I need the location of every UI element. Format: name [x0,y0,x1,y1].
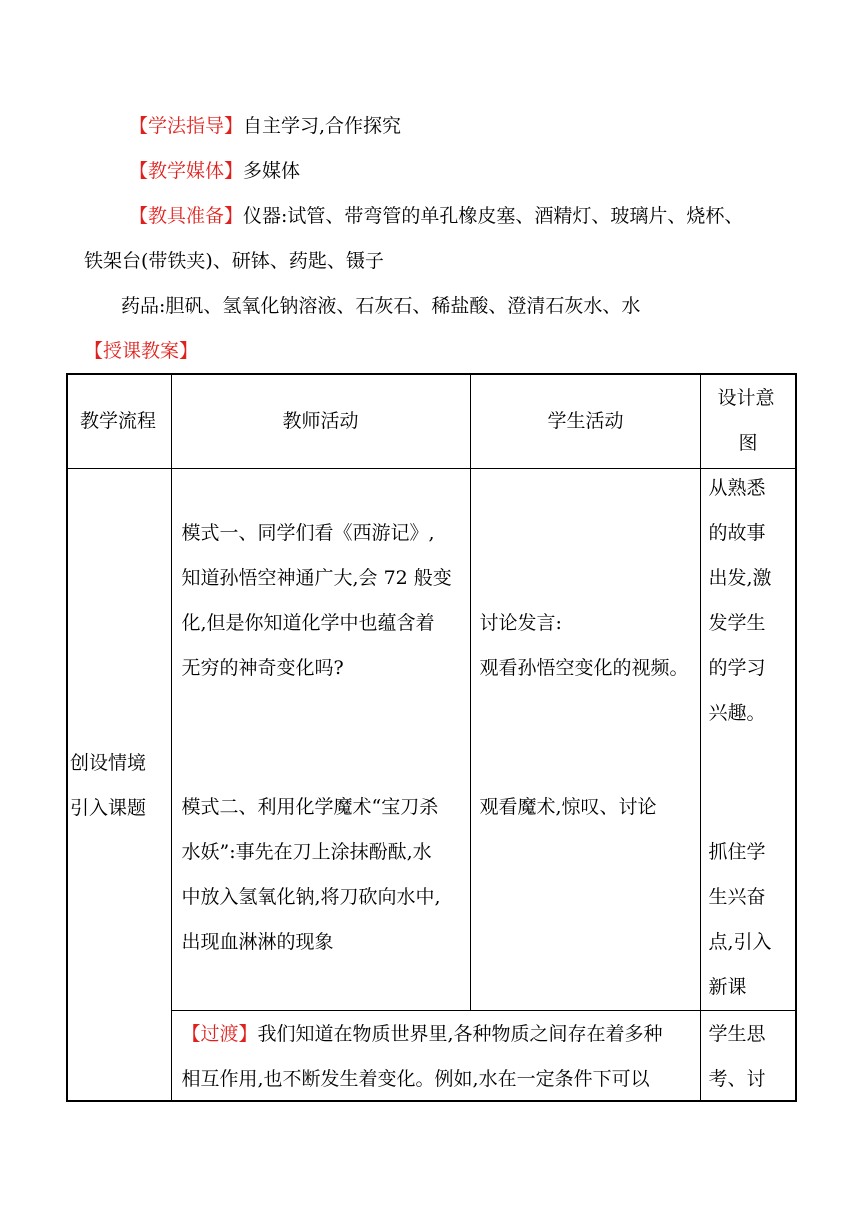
intent-line: 新课 [708,976,747,998]
media-text: 多媒体 [243,160,301,182]
intent-line: 的故事 [708,522,766,544]
header-intent-2: 图 [738,432,758,454]
student-line: 讨论发言: [479,612,562,634]
header-intent-1: 设计意 [717,387,775,409]
intent-line: 生兴奋 [708,886,766,908]
teacher-line: 无穷的神奇变化吗? [181,657,344,679]
transition-intent-cell [700,1011,796,1102]
transition-text-2: 相互作用,也不断发生着变化。例如,水在一定条件下可以 [181,1068,650,1090]
row-transition [67,1011,796,1102]
header-teacher-cell [171,374,470,469]
transition-tag: 【过渡】 [181,1023,258,1045]
media-tag: 【教学媒体】 [129,160,244,182]
student-line: 观看孙悟空变化的视频。 [479,657,689,679]
drugs-line: 药品:胆矾、氢氧化钠溶液、石灰石、稀盐酸、澄清石灰水、水 [121,295,641,317]
intent-cell [700,469,796,1011]
intent-line: 从熟悉 [708,477,766,499]
transition-cell [171,1011,700,1102]
method-line [129,114,401,138]
intent-line: 兴趣。 [708,702,766,724]
method-tag: 【学法指导】 [129,115,244,137]
lesson-plan-table [66,373,797,1102]
intent-line: 点,引入 [708,931,772,953]
header-intent-cell [700,374,796,469]
teacher-line: 中放入氢氧化钠,将刀砍向水中, [181,886,441,908]
transition-line-1 [182,1012,663,1057]
plan-tag: 【授课教案】 [84,340,199,362]
intent-line: 出发,激 [708,567,772,589]
row-situation [67,469,796,1011]
teacher-line: 模式二、利用化学魔术“宝刀杀 [181,796,439,818]
transition-text-1: 我们知道在物质世界里,各种物质之间存在着多种 [257,1023,663,1045]
header-student: 学生活动 [547,410,624,432]
transition-intent-1: 学生思 [708,1023,766,1045]
tools-text-1: 仪器:试管、带弯管的单孔橡皮塞、酒精灯、玻璃片、烧杯、 [243,205,744,227]
teacher-line: 知道孙悟空神通广大,会 72 般变 [181,567,452,589]
flow-label-2: 引入课题 [70,797,147,819]
header-teacher: 教师活动 [282,410,359,432]
header-row [67,374,796,469]
intent-line: 抓住学 [708,841,766,863]
teacher-line: 水妖”:事先在刀上涂抹酚酞,水 [181,841,432,863]
tools-line-2: 铁架台(带铁夹)、研钵、药匙、镊子 [84,250,384,272]
header-student-cell [470,374,700,469]
method-text: 自主学习,合作探究 [243,115,402,137]
transition-intent-2: 考、讨 [708,1068,766,1090]
flow-label-1: 创设情境 [70,752,147,774]
student-line: 观看魔术,惊叹、讨论 [479,796,657,818]
header-flow-cell [67,374,171,469]
tools-tag: 【教具准备】 [129,205,244,227]
header-flow: 教学流程 [80,410,157,432]
intent-line: 的学习 [708,657,766,679]
tools-line [129,204,743,228]
teacher-line: 化,但是你知道化学中也蕴含着 [181,612,435,634]
intent-line: 发学生 [708,612,766,634]
teacher-line: 模式一、同学们看《西游记》, [181,522,435,544]
teacher-line: 出现血淋淋的现象 [181,931,334,953]
media-line [129,159,300,183]
teacher-activity-cell [171,469,470,1011]
student-activity-cell [470,469,700,1011]
flow-cell [67,469,171,1102]
